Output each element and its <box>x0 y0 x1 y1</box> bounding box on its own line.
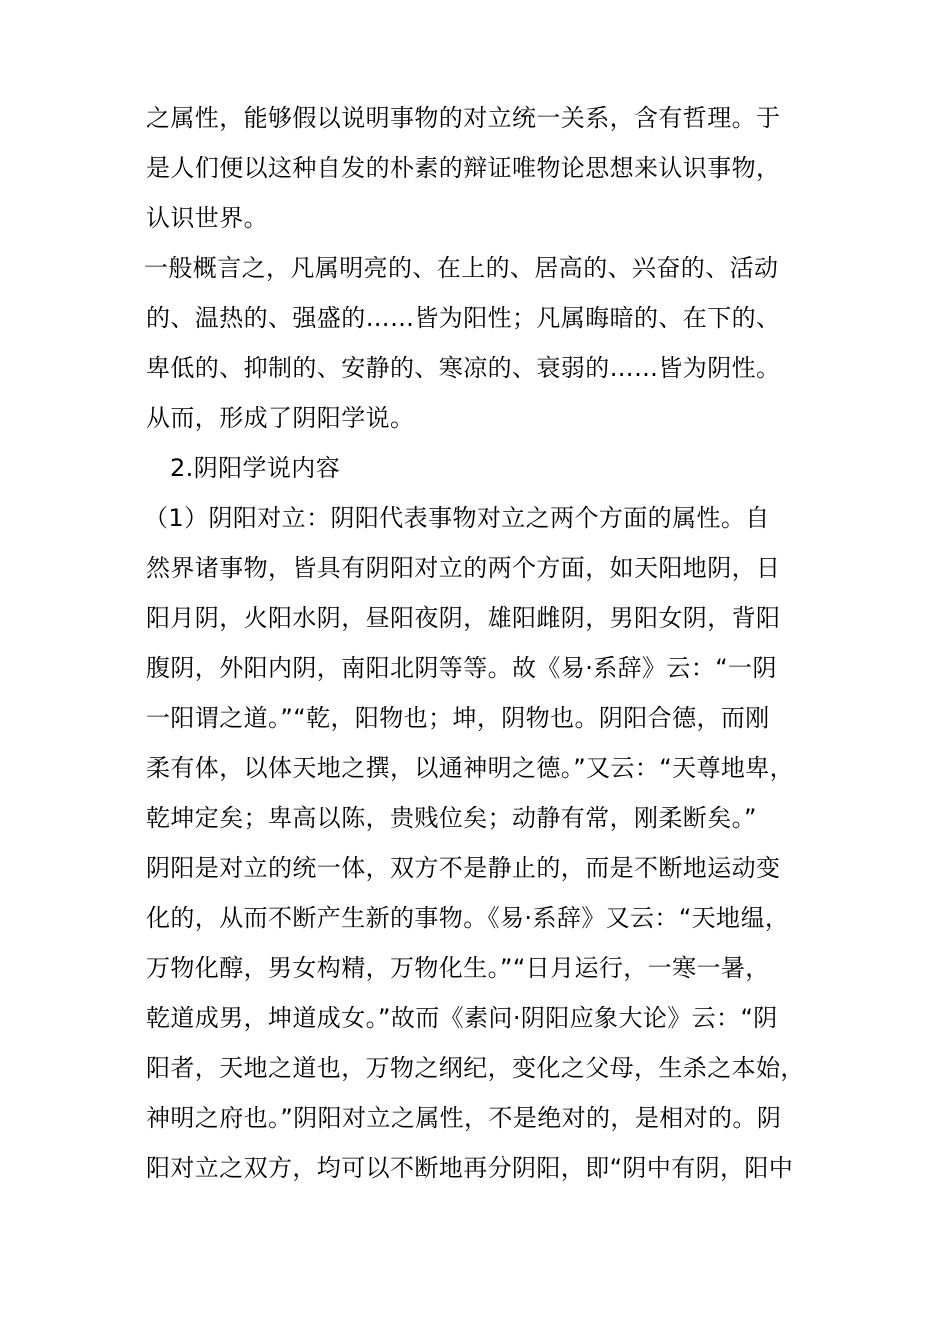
section-heading: 2.阴阳学说内容 <box>170 454 341 482</box>
text-line: 乾道成男，坤道成女。”故而《素问·阴阳应象大论》云：“阴 <box>146 1004 778 1032</box>
text-line: 之属性，能够假以说明事物的对立统一关系，含有哲理。于 <box>146 104 781 132</box>
text-line: 一阳谓之道。”“乾，阳物也；坤，阴物也。阴阳合德，而刚 <box>146 704 770 732</box>
text-line: 腹阴，外阳内阴，南阳北阴等等。故《易·系辞》云：“一阴 <box>146 654 777 682</box>
text-line: 阴阳是对立的统一体，双方不是静止的，而是不断地运动变 <box>146 854 781 882</box>
text-line: 万物化醇，男女构精，万物化生。”“日月运行，一寒一暑， <box>146 954 770 982</box>
text-line: 从而，形成了阴阳学说。 <box>146 404 415 432</box>
text-line: （1）阴阳对立：阴阳代表事物对立之两个方面的属性。自 <box>144 504 770 532</box>
text-line: 阳月阴，火阳水阴，昼阳夜阴，雄阳雌阴，男阳女阴，背阳 <box>146 604 781 632</box>
text-line: 乾坤定矣；卑高以陈，贵贱位矣；动静有常，刚柔断矣。” <box>146 804 757 832</box>
text-line: 然界诸事物，皆具有阴阳对立的两个方面，如天阳地阴，日 <box>146 554 781 582</box>
text-line: 是人们便以这种自发的朴素的辩证唯物论思想来认识事物， <box>146 154 781 182</box>
text-line: 阳对立之双方，均可以不断地再分阴阳，即“阴中有阴，阳中 <box>146 1154 794 1182</box>
text-line: 的、温热的、强盛的……皆为阳性；凡属晦暗的、在下的、 <box>146 304 781 332</box>
text-line: 神明之府也。”阴阳对立之属性，不是绝对的，是相对的。阴 <box>146 1104 782 1132</box>
text-line: 一般概言之，凡属明亮的、在上的、居高的、兴奋的、活动 <box>144 254 779 282</box>
text-line: 化的，从而不断产生新的事物。《易·系辞》又云：“天地缊， <box>146 904 790 932</box>
text-line: 阳者，天地之道也，万物之纲纪，变化之父母，生杀之本始， <box>146 1054 805 1082</box>
text-line: 柔有体，以体天地之撰，以通神明之德。”又云：“天尊地卑， <box>146 754 795 782</box>
text-line: 认识世界。 <box>146 204 268 232</box>
text-line: 卑低的、抑制的、安静的、寒凉的、衰弱的……皆为阴性。 <box>146 354 781 382</box>
